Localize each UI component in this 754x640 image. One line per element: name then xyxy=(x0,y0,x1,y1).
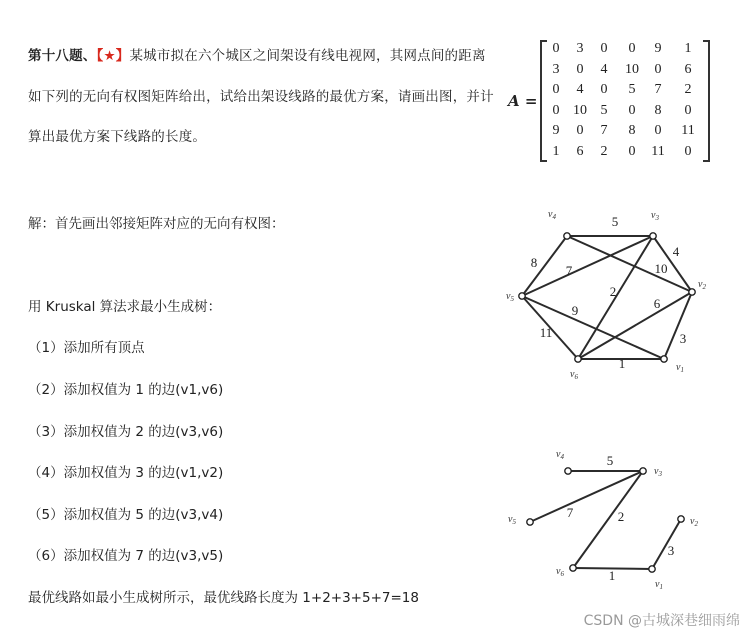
graph-vertex-label: $v_4$ xyxy=(548,209,556,221)
matrix-cell: 0 xyxy=(576,123,584,139)
graph-vertex-v1 xyxy=(661,356,667,362)
problem-text: 某城市拟在六个城区之间架设有线电视网，其网点间的距离如下列的无向有权图矩阵给出，试给出架设线路的最优方案，请画出图，并计算出最优方案下线路的长度。 xyxy=(28,48,494,145)
mst-vertex-v5 xyxy=(527,519,533,525)
graph-vertex-v4 xyxy=(564,233,570,239)
graph-vertex-label: $v_1$ xyxy=(676,362,684,374)
graph-vertex-label: $v_5$ xyxy=(506,291,514,303)
matrix-cell: 11 xyxy=(681,123,695,139)
graph-vertex-v5 xyxy=(519,293,525,299)
graph-weight-label: 4 xyxy=(672,244,680,259)
matrix-cell: 4 xyxy=(600,61,608,77)
matrix-row xyxy=(540,123,710,144)
matrix-cell: 2 xyxy=(684,82,692,98)
mst-vertex-v3 xyxy=(640,468,646,474)
matrix-row xyxy=(540,103,710,124)
matrix-cell: 8 xyxy=(654,102,662,118)
graph-weight-label: 7 xyxy=(565,263,573,278)
mst-edge-v5-v3 xyxy=(530,471,643,522)
matrix-cell: 0 xyxy=(628,102,636,118)
matrix-cell: 0 xyxy=(552,41,560,56)
graph-weight-label: 9 xyxy=(571,303,579,318)
mst-edge-v1-v2 xyxy=(652,519,681,569)
matrix-row xyxy=(540,82,710,103)
mst-vertex-label: $v_4$ xyxy=(556,449,564,461)
matrix-cell: 11 xyxy=(651,144,665,159)
step-1: （1）添加所有顶点 xyxy=(28,340,145,356)
matrix-cell: 1 xyxy=(684,41,692,56)
step-2: （2）添加权值为 1 的边(v1,v6) xyxy=(28,382,224,398)
star-mark: 【★】 xyxy=(96,48,130,64)
matrix-cell: 0 xyxy=(552,82,560,98)
mst-vertex-v6 xyxy=(570,565,576,571)
matrix-cell: 0 xyxy=(576,61,584,77)
matrix-cell: 0 xyxy=(684,144,692,159)
solution-intro: 解：首先画出邻接矩阵对应的无向有权图： xyxy=(28,216,285,232)
matrix-cell: 6 xyxy=(684,61,692,77)
graph-weight-label: 1 xyxy=(618,356,626,371)
step-3: （3）添加权值为 2 的边(v3,v6) xyxy=(28,424,224,440)
mst-vertex-v4 xyxy=(565,468,571,474)
mst-weight-label: 3 xyxy=(667,543,675,558)
matrix-row xyxy=(540,62,710,83)
graph-weight-label: 2 xyxy=(609,284,617,299)
matrix-cell: 5 xyxy=(628,82,636,98)
matrix-cell: 10 xyxy=(625,61,639,77)
graph-weight-label: 11 xyxy=(539,325,553,340)
matrix-cell: 0 xyxy=(654,123,662,139)
graph-weight-label: 6 xyxy=(653,296,661,311)
mst-vertex-label: $v_2$ xyxy=(690,516,698,528)
mst-weight-label: 7 xyxy=(566,505,574,520)
mst-weight-label: 5 xyxy=(606,453,614,468)
graph-weight-label: 10 xyxy=(654,261,668,276)
matrix-cell: 0 xyxy=(628,144,636,159)
matrix-cell: 5 xyxy=(600,102,608,118)
graph-vertex-label: $v_6$ xyxy=(570,369,578,381)
matrix-row xyxy=(540,144,710,165)
matrix-label: A = xyxy=(508,92,538,110)
matrix-cell: 4 xyxy=(576,82,584,98)
matrix-cell: 1 xyxy=(552,144,560,159)
mst-vertex-v1 xyxy=(649,566,655,572)
watermark: CSDN @古城深巷细雨绵 xyxy=(583,613,740,629)
matrix-cell: 3 xyxy=(552,61,560,77)
problem-title: 第十八题、 xyxy=(28,48,97,64)
step-6: （6）添加权值为 7 的边(v3,v5) xyxy=(28,548,224,564)
matrix-cell: 0 xyxy=(600,41,608,56)
matrix-cell: 8 xyxy=(628,123,636,139)
mst-edge-v3-v6 xyxy=(573,471,643,568)
matrix-cell: 9 xyxy=(552,123,560,139)
conclusion: 最优线路如最小生成树所示，最优线路长度为 1+2+3+5+7=18 xyxy=(28,590,419,606)
matrix-cell: 9 xyxy=(654,41,662,56)
graph-weight-label: 3 xyxy=(679,331,687,346)
mst-vertex-label: $v_3$ xyxy=(654,466,662,478)
matrix-row xyxy=(540,41,710,62)
mst-vertex-label: $v_1$ xyxy=(655,579,663,591)
mst-weight-label: 2 xyxy=(617,509,625,524)
matrix-cell: 7 xyxy=(654,82,662,98)
mst-vertex-label: $v_6$ xyxy=(556,566,564,578)
graph-vertex-label: $v_3$ xyxy=(651,210,659,222)
matrix-cell: 0 xyxy=(654,61,662,77)
matrix-cell: 6 xyxy=(576,144,584,159)
mst-vertex-v2 xyxy=(678,516,684,522)
matrix-cell: 0 xyxy=(684,102,692,118)
adjacency-matrix xyxy=(540,38,710,164)
graph-edge-v4-v5 xyxy=(522,236,567,296)
step-4: （4）添加权值为 3 的边(v1,v2) xyxy=(28,465,224,481)
matrix-cell: 0 xyxy=(600,82,608,98)
graph-weight-label: 5 xyxy=(611,214,619,229)
graph-vertex-v3 xyxy=(650,233,656,239)
mst-weight-label: 1 xyxy=(608,568,616,583)
graph-edge-v2-v6 xyxy=(578,292,692,359)
matrix-cell: 0 xyxy=(552,102,560,118)
graph-edge-v2-v1 xyxy=(664,292,692,359)
matrix-cell: 3 xyxy=(576,41,584,56)
graph-vertex-label: $v_2$ xyxy=(698,279,706,291)
weighted-graph xyxy=(490,200,730,390)
kruskal-heading: 用 Kruskal 算法求最小生成树： xyxy=(28,299,222,315)
matrix-cell: 2 xyxy=(600,144,608,159)
graph-vertex-v2 xyxy=(689,289,695,295)
matrix-cell: 7 xyxy=(600,123,608,139)
matrix-cell: 0 xyxy=(628,41,636,56)
mst-vertex-label: $v_5$ xyxy=(508,514,516,526)
graph-vertex-v6 xyxy=(575,356,581,362)
minimum-spanning-tree xyxy=(490,445,730,595)
matrix-cell: 10 xyxy=(573,102,587,118)
graph-weight-label: 8 xyxy=(530,255,538,270)
step-5: （5）添加权值为 5 的边(v3,v4) xyxy=(28,507,224,523)
problem-statement xyxy=(28,36,498,158)
